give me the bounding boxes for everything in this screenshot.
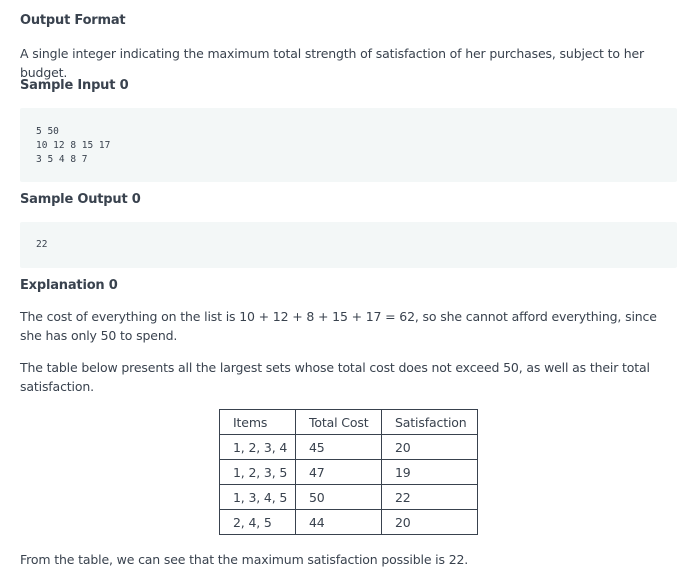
sample-input-heading: Sample Input 0 (20, 78, 129, 93)
output-format-text: A single integer indicating the maximum total strength of satisfaction of her purchases, subject to her budget. (20, 46, 645, 80)
cell-total-cost: 45 (296, 435, 382, 460)
explanation-paragraph-cost: The cost of everything on the list is 10 + 12 + 8 + 15 + 17 = 62, so she cannot afford everything, since she has only 50 to spend. (20, 309, 657, 343)
cell-satisfaction: 20 (382, 435, 478, 460)
sample-output-code-block (20, 222, 677, 268)
cell-satisfaction: 20 (382, 510, 478, 535)
satisfaction-table (219, 409, 478, 535)
cell-items: 1, 3, 4, 5 (220, 485, 296, 510)
explanation-conclusion: From the table, we can see that the maximum satisfaction possible is 22. (20, 552, 469, 567)
output-format-heading: Output Format (20, 13, 126, 28)
table-row (220, 460, 478, 485)
cell-items: 1, 2, 3, 4 (220, 435, 296, 460)
table-header-row (220, 410, 478, 435)
cell-total-cost: 47 (296, 460, 382, 485)
table-row (220, 485, 478, 510)
cell-items: 1, 2, 3, 5 (220, 460, 296, 485)
cell-satisfaction: 22 (382, 485, 478, 510)
sample-output-line: 22 (36, 239, 48, 250)
cell-satisfaction: 19 (382, 460, 478, 485)
table-row (220, 510, 478, 535)
cell-total-cost: 50 (296, 485, 382, 510)
cell-items: 2, 4, 5 (220, 510, 296, 535)
explanation-heading: Explanation 0 (20, 278, 118, 293)
sample-input-line: 5 50 (36, 126, 59, 137)
sample-input-code-block (20, 108, 677, 182)
column-header-satisfaction: Satisfaction (382, 410, 478, 435)
sample-output-heading: Sample Output 0 (20, 192, 141, 207)
sample-input-line: 3 5 4 8 7 (36, 154, 88, 165)
column-header-total-cost: Total Cost (296, 410, 382, 435)
column-header-items: Items (220, 410, 296, 435)
sample-input-lines (20, 108, 677, 167)
sample-output-lines (20, 222, 677, 252)
table-row (220, 435, 478, 460)
explanation-paragraph-table-intro: The table below presents all the largest sets whose total cost does not exceed 50, as well as their total satisfaction. (20, 360, 650, 394)
cell-total-cost: 44 (296, 510, 382, 535)
sample-input-line: 10 12 8 15 17 (36, 140, 111, 151)
